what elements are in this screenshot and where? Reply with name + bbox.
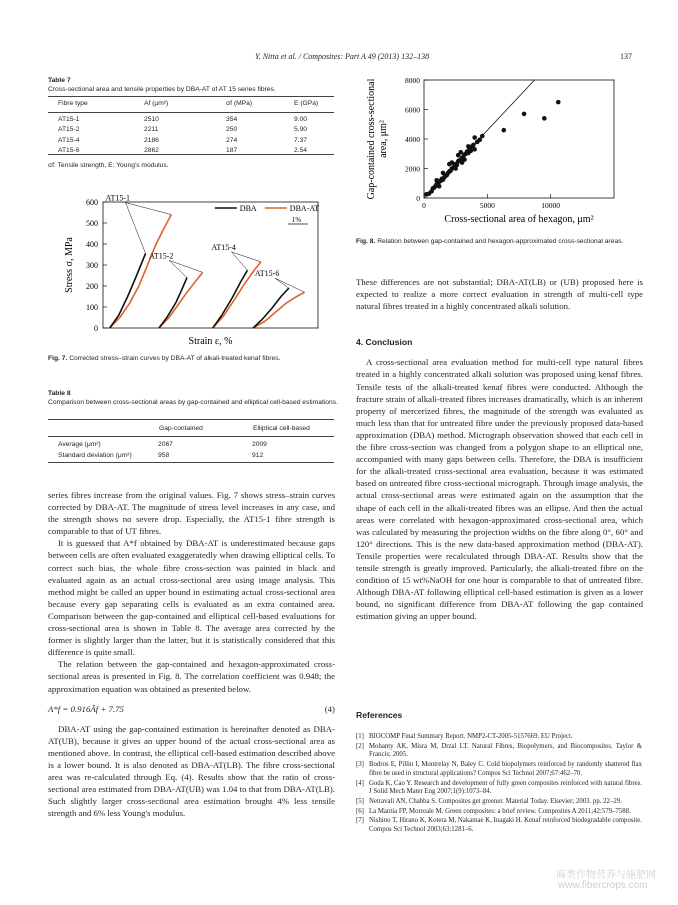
page-number: 137 xyxy=(620,52,632,61)
fig8-point xyxy=(472,147,477,152)
table7-cell: 9.00 xyxy=(294,116,308,123)
reference-item xyxy=(356,761,642,778)
fig8-ylabel-line2: area, μm² xyxy=(378,120,389,158)
table7-bottom-rule xyxy=(48,154,334,155)
fig8-point xyxy=(434,178,439,183)
fig7-ytick-label: 300 xyxy=(86,261,98,270)
reference-number: [2] xyxy=(356,742,364,750)
fig7-caption-text: Corrected stress–strain curves by DBA-AT of alkali-treated kenaf fibres. xyxy=(69,355,281,362)
fig8-caption xyxy=(356,237,644,246)
table7-row xyxy=(48,146,334,156)
reference-number: [4] xyxy=(356,779,364,787)
table7-cell: 5.90 xyxy=(294,126,308,134)
reference-text: La Mantia FP, Morreale M. Green composites: a brief review. Composites A 2011;42:579–7588. xyxy=(369,807,631,815)
fig8-ytick-label: 6000 xyxy=(405,105,420,115)
fig8-point xyxy=(441,171,446,176)
reference-text: Bodros E, Pillin I, Montrelay N, Baley C. Cold biopolymers reinforced by randomly shattered flax fibre be used in structural applications? Compos Sci Technol 2007;67:462–70. xyxy=(369,761,642,777)
fig8-point xyxy=(450,160,455,165)
left-paragraph-1: series fibres increase from the original values. Fig. 7 shows stress–strain curves corrected by DBA-AT. The magnitude of stress level increases in any case, and the strength shows no severe drop. Especially, the AT15-1 fibre strength is comparable to that of UT fibres. xyxy=(48,490,335,537)
conclusion-paragraph: A cross-sectional area evaluation method for multi-cell type natural fibres treated in a highly concentrated alkali solution was proposed using kenaf fibres. Tensile tests of the alkali-treated kenaf fibres were conducted. Although the fracture strain of alkali-treated fibres increases dramatically, which is an inherent property of mercerized fibres, the magnitude of the strength was evaluated as much less than that for untreated fibre under the previously proposed data-based approximation (DBA) method. Micrograph observation showed that each cell in the fibre cross-section was changed from a polygon shape to an elliptical one, accompanied with many gaps between cells. Therefore, the DBA is insufficient for the alkali-treated cross-sectional area evaluation, because it was estimated based on untreated fibre cross-sectional micrograph. Through image analysis, the actual cross-sectional areas were estimated again on the assumption that the shape of each cell in the alkali-treated fibres was an ellipse. And then the actual areas were correlated with hexagon-approximated cross-sectional area, which was calculated by measuring the projection widths on the fibre along 0°, 60° and 120° directions. This is the new data-based approximation method (DBA-AT). Tensile properties were recalculated through DBA-AT. Results show that the tensile strength is greatly improved. Particularly, the alkali-treated fibre on the condition of 15 wt%NaOH for one hour is comparable to that of untreated fibre. Although DBA-AT following elliptical cell-based estimation is given as a lower bound, no significant difference from DBA-AT following the gap contained estimation giving an upper bound. xyxy=(356,357,643,622)
equation-number: (4) xyxy=(324,703,335,714)
reference-number: [7] xyxy=(356,817,364,825)
fig8-ytick-label: 8000 xyxy=(405,76,420,85)
fig8-point xyxy=(472,135,477,140)
fig8-point xyxy=(542,116,547,121)
fig7-leader-line xyxy=(126,203,172,215)
table8-cell: Standard deviation (μm²) xyxy=(58,452,132,459)
table8-cell: 912 xyxy=(252,452,264,459)
table7-cell: 250 xyxy=(226,126,238,134)
fig8-point xyxy=(458,150,463,155)
fig7-caption xyxy=(48,354,338,363)
fig8-point xyxy=(453,166,458,171)
fig7-leader-line xyxy=(169,260,203,272)
table7-cell: 2.54 xyxy=(294,147,308,155)
table7-header-cell: Af (μm²) xyxy=(144,100,169,107)
fig7-legend-dba: DBA xyxy=(239,204,257,213)
reference-item xyxy=(356,817,642,834)
fig8-ytick-label: 2000 xyxy=(405,164,420,174)
table8-row xyxy=(48,450,334,461)
fig7-ylabel: Stress σ, MPa xyxy=(64,237,75,293)
reference-number: [1] xyxy=(356,733,364,740)
table7-body xyxy=(48,115,334,157)
left-paragraph-4: DBA-AT using the gap-contained estimation is hereinafter denoted as DBA-AT(UB), because it gives an upper bound of the actual cross-sectional area as mentioned above. In contrast, the elliptical cell-based estimation described above is a lower bound. It is also denoted as DBA-AT(LB). The fibre cross-sectional area was re-calculated through Eq. (4). Results show that the ratio of cross-sectional area estimated from DBA-AT(UB) was 1.04 to that from DBA-AT(LB). Such slightly larger cross-sectional area estimation brought 4% less tensile strength and 6% less Young's modulus. xyxy=(48,723,335,819)
watermark-url: www.fibercrops.com xyxy=(558,880,648,891)
fig7-dbaat-curve xyxy=(253,292,305,328)
fig8-ytick-label: 4000 xyxy=(405,135,420,144)
fig7-legend-dbaat: DBA-AT xyxy=(289,204,320,213)
fig7-ytick-label: 200 xyxy=(86,282,98,291)
table8-header-rule xyxy=(48,436,334,437)
fig7-scale-label: 1% xyxy=(291,216,302,224)
fig8-point xyxy=(522,112,527,117)
table7-cell: AT15-1 xyxy=(58,116,80,123)
fig8-ylabel-line1: Gap-contained cross-sectional xyxy=(366,78,377,200)
fig7-dba-curve xyxy=(253,288,289,328)
fig7-leader-line xyxy=(275,278,305,292)
fig7-series-label: AT15-4 xyxy=(211,242,236,252)
table7-cell: 2862 xyxy=(144,147,159,155)
table7-header-row xyxy=(48,99,334,108)
table8-cell: 958 xyxy=(158,452,170,459)
references-list xyxy=(356,733,642,836)
reference-text: Goda K, Cao Y. Research and development of fully green composites reinforced with natural fibres. J Solid Mech Mater Eng 2007;1(9):1073–84. xyxy=(369,779,642,796)
fig7-dba-curve xyxy=(159,278,187,328)
table7 xyxy=(48,99,334,108)
table7-caption: Cross-sectional area and tensile properties by DBA-AT of AT 15 series fibres. xyxy=(48,86,276,93)
table7-cell: AT15-2 xyxy=(58,126,80,134)
fig7-ytick-label: 500 xyxy=(86,219,98,228)
table7-footnote: σf: Tensile strength, E: Young's modulus. xyxy=(48,162,169,169)
table7-cell: AT15-4 xyxy=(58,136,80,144)
fig7-leader-line xyxy=(275,278,289,288)
equation-text: A*f = 0.916Âf + 7.75 xyxy=(48,703,124,714)
table7-cell: 2510 xyxy=(144,116,159,123)
fig8-point xyxy=(462,157,467,162)
table8-body xyxy=(48,439,334,461)
table8 xyxy=(48,424,334,433)
table7-cell: 354 xyxy=(226,116,238,123)
reference-text: Nishino T, Hirano K, Kotera M, Nakamae K, Inagaki H. Kenaf reinforced biodegradable composite. Compos Sci Technol 2003;63:1281–6. xyxy=(369,817,642,834)
reference-text: Mohanty AK, Misra M, Drzal LT. Natural Fibres, Biopolymers, and Biocomposites. Taylor & Francis; 2005. xyxy=(369,742,642,759)
reference-number: [3] xyxy=(356,761,364,769)
fig7-frame xyxy=(103,202,318,328)
table8-header-cell: Elliptical cell-based xyxy=(253,425,310,432)
section-title: 4. Conclusion xyxy=(356,337,413,348)
table8-row xyxy=(48,439,334,450)
reference-item xyxy=(356,798,642,807)
table8-bottom-rule xyxy=(48,462,334,463)
table7-cell: AT15-6 xyxy=(58,147,80,155)
fig7-ytick-label: 400 xyxy=(86,240,98,249)
fig7-leader-line xyxy=(126,203,146,254)
table8-cell: 2067 xyxy=(158,441,173,448)
fig8-xlabel: Cross-sectional area of hexagon, μm² xyxy=(444,214,594,225)
table8-caption-block xyxy=(48,389,338,407)
table7-cell: 187 xyxy=(226,147,238,155)
watermark-cn: 麻类作物营养与施肥网 xyxy=(556,870,656,881)
table7-header-rule xyxy=(48,112,334,113)
fig8-frame xyxy=(424,80,614,198)
table7-row xyxy=(48,125,334,135)
fig7-ytick-label: 0 xyxy=(94,324,98,333)
table7-cell: 2211 xyxy=(144,126,159,134)
right-paragraph-1: These differences are not substantial; DBA-AT(LB) or (UB) proposed here is expected to realize a more correct evaluation in strength of multi-cell type natural fibres treated in a highly concentrated alkali solution. xyxy=(356,277,643,312)
left-paragraph-3: The relation between the gap-contained and hexagon-approximated cross-sectional areas is presented in Fig. 8. The correlation coefficient was 0.948; the approximation equation was obtained as presented below. xyxy=(48,659,335,694)
table8-cell: 2009 xyxy=(252,441,267,448)
table7-header-cell: σf (MPa) xyxy=(226,100,253,107)
fig7-dba-curve xyxy=(213,270,248,328)
reference-item xyxy=(356,743,642,760)
reference-number: [5] xyxy=(356,797,364,805)
table8-header-row xyxy=(48,424,334,433)
running-title: Y. Nitta et al. / Composites: Part A 49 (2013) 132–138 xyxy=(255,52,430,61)
fig7-dba-curve xyxy=(110,253,146,328)
table7-cell: 274 xyxy=(226,136,238,144)
table8-caption: Comparison between cross-sectional areas by gap-contained and elliptical cell-based estimations. xyxy=(48,399,338,406)
table7-cell: 2186 xyxy=(144,136,159,144)
fig7-xlabel: Strain ε, % xyxy=(188,336,233,347)
left-paragraph-2: It is guessed that A*f obtained by DBA-AT is underestimated because gaps between cells are often evaluated exaggeratedly when drawing elliptical cells. To correct such bias, the whole fibre cross-section was painted in black and evaluated again as an actual cross-sectional area using image analysis. This method might be called an upper bound in estimating actual cross-sectional area because every gap separating cells is evaluated as an extra contained area. Comparison between the gap-contained and elliptical cell-based evaluations for cross-sectional area is shown in Table 8. The average area corrected by the former is slightly larger than the latter, but it is statistically considered that this difference is quite small. xyxy=(48,538,335,658)
fig8-point xyxy=(480,134,485,139)
right-body xyxy=(356,276,643,622)
fig7-ytick-label: 100 xyxy=(86,303,98,312)
fig8-point xyxy=(502,128,507,133)
fig8-xtick-label: 10000 xyxy=(541,201,561,210)
table7-row xyxy=(48,136,334,146)
fig8-point xyxy=(471,143,476,148)
fig8-ytick-label: 0 xyxy=(416,194,420,203)
reference-text: BIOCOMP Final Summary Report. NMP2-CT-2005-5157669. EU Project. xyxy=(369,733,573,740)
references-title: References xyxy=(356,710,403,720)
table7-caption-block xyxy=(48,76,338,94)
fig7-chart xyxy=(58,190,328,350)
table8-header-cell xyxy=(48,424,158,433)
fig8-point xyxy=(437,184,442,189)
equation-4 xyxy=(48,703,335,715)
fig7-caption-label: Fig. 7. xyxy=(48,355,68,362)
fig8-point xyxy=(556,100,561,105)
reference-item xyxy=(356,808,642,817)
table8-top-rule xyxy=(48,419,334,420)
fig8-caption-label: Fig. 8. xyxy=(356,238,376,245)
fig7-series-label: AT15-6 xyxy=(254,269,280,279)
table8-cell: Average (μm²) xyxy=(58,441,101,448)
reference-number: [6] xyxy=(356,807,364,815)
table7-header-cell: E (GPa) xyxy=(294,100,319,107)
reference-text: Netravali AN, Chabba S. Composites get greener. Material Today. Elsevier; 2003. pp. 22–29. xyxy=(369,797,622,805)
table7-row xyxy=(48,115,334,125)
fig7-ytick-label: 600 xyxy=(86,198,98,207)
fig8-caption-text: Relation between gap-contained and hexagon-approximated cross-sectional areas. xyxy=(377,238,624,245)
table8-header-cell: Gap-contained xyxy=(159,425,203,432)
fig8-xtick-label: 0 xyxy=(422,201,426,210)
left-body xyxy=(48,489,335,819)
table7-label: Table 7 xyxy=(48,77,71,84)
reference-item xyxy=(356,733,642,742)
fig8-chart xyxy=(366,74,636,232)
fig7-leader-line xyxy=(169,260,187,277)
fig7-dbaat-curve xyxy=(110,215,172,328)
table7-top-rule xyxy=(48,96,334,97)
fig8-point xyxy=(466,144,471,149)
table7-cell: 7.37 xyxy=(294,136,308,144)
table7-header-cell: Fibre type xyxy=(58,100,88,107)
reference-item xyxy=(356,780,642,797)
fig7-series-label: AT15-2 xyxy=(148,251,174,261)
table8-label: Table 8 xyxy=(48,390,71,397)
fig7-series-label: AT15-1 xyxy=(105,193,131,203)
fig8-xtick-label: 5000 xyxy=(479,201,495,210)
